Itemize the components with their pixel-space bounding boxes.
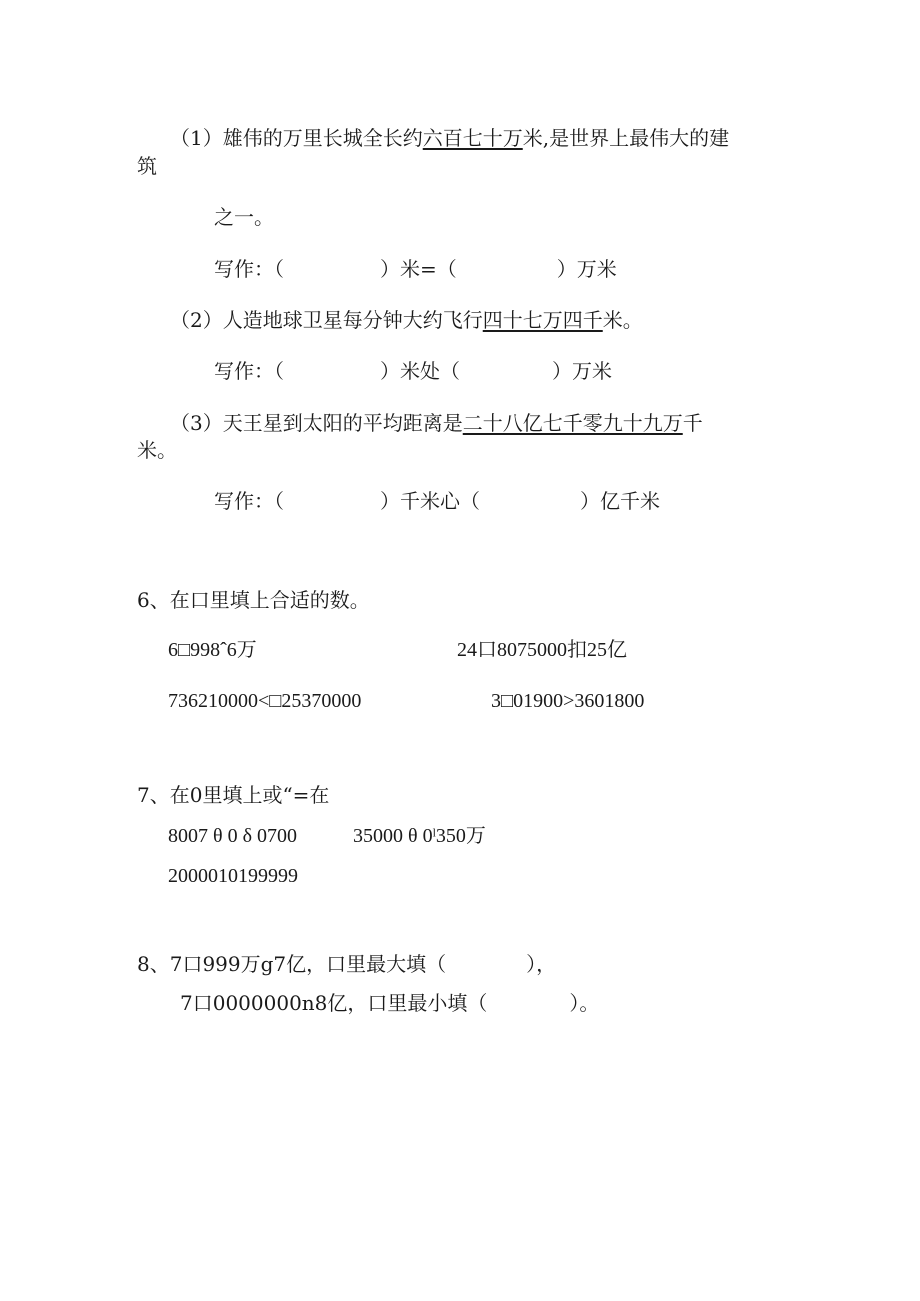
item2-end: ）万米 — [552, 359, 612, 383]
q7-title: 7、在0里填上或“=在 — [137, 783, 330, 807]
item1-number: （1） — [170, 126, 223, 150]
item3-text-b: 千 — [682, 411, 703, 435]
q6-item-b: 24口8075000扣25亿 — [457, 639, 627, 661]
q8-line1-text: 8、7口999万g7亿，口里最大填（ — [137, 952, 447, 976]
item3-write-label: 写作：（ — [214, 489, 284, 513]
q6-item-a: 6□998ˆ6万 — [168, 639, 257, 661]
q8-line2 — [180, 990, 599, 1016]
q6-item-d: 3□01900>3601800 — [491, 690, 645, 712]
item3-wrap: 米。 — [137, 438, 177, 462]
q5-item2-line — [170, 307, 643, 333]
q6-title: 6、在口里填上合适的数。 — [137, 588, 370, 612]
item3-underlined: 二十八亿七千零九十九万 — [462, 411, 683, 435]
item1-cont: 之一。 — [214, 205, 274, 229]
item3-end: ）亿千米 — [580, 489, 660, 513]
q8-line1 — [137, 951, 556, 977]
item3-number: （3） — [170, 411, 223, 435]
item2-number: （2） — [170, 308, 223, 332]
item2-text-a: 人造地球卫星每分钟大约飞行 — [222, 308, 483, 332]
item1-underlined: 六百七十万 — [422, 126, 523, 150]
q5-item1-line — [170, 125, 729, 151]
q8-line1-end: ）， — [526, 952, 557, 976]
item2-write-line — [214, 358, 612, 384]
item3-mid: ）千米心（ — [380, 489, 480, 513]
item1-end: ）万米 — [556, 257, 617, 281]
q6-item-c: 736210000<□25370000 — [168, 690, 362, 712]
q7-item-a: 8007 θ 0 δ 0700 — [168, 825, 298, 847]
item3-write-line — [214, 488, 660, 514]
item1-text-b: 米,是世界上最伟大的建 — [522, 126, 730, 150]
item2-underlined: 四十七万四千 — [482, 308, 603, 332]
item2-mid: ）米处（ — [380, 359, 460, 383]
q5-item3-line — [170, 410, 703, 436]
item1-write-label: 写作：（ — [214, 257, 284, 281]
item3-text-a: 天王星到太阳的平均距离是 — [222, 411, 463, 435]
q7-item-b: 35000 θ 0ˡ350万 — [353, 825, 486, 847]
q8-line2-end: ）。 — [569, 991, 600, 1015]
item2-write-label: 写作：（ — [214, 359, 284, 383]
q8-line2-text: 7口0000000n8亿，口里最小填（ — [180, 991, 488, 1015]
q7-item-c: 2000010199999 — [168, 865, 298, 887]
item1-write-line — [214, 256, 617, 282]
item1-wrap: 筑 — [137, 154, 157, 178]
item2-text-b: 米。 — [602, 308, 643, 332]
item1-mid: ）米=（ — [380, 257, 457, 281]
item1-text-a: 雄伟的万里长城全长约 — [222, 126, 423, 150]
